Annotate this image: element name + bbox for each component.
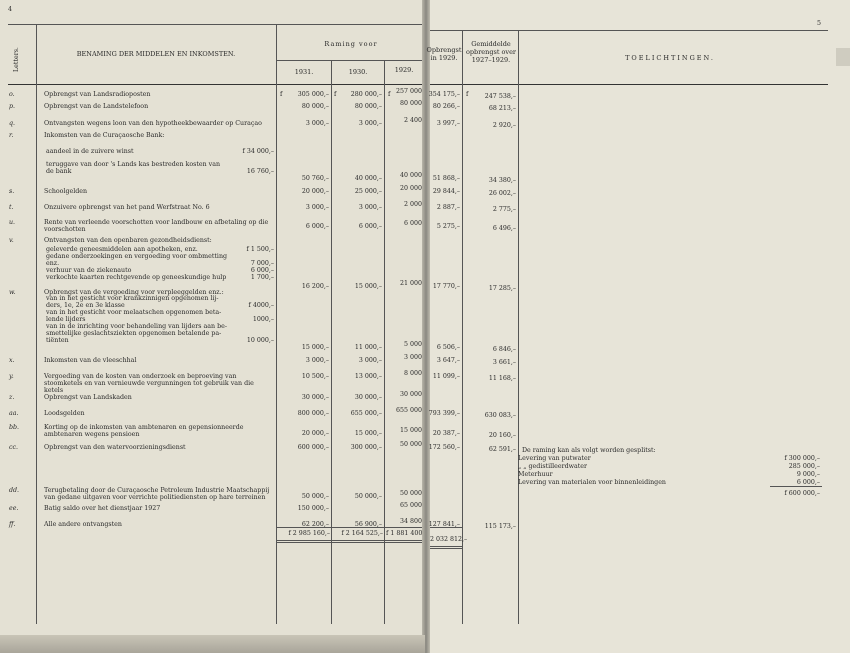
value-1929: 65 000 (399, 502, 422, 509)
row-letter: s. (9, 188, 15, 195)
value-1931: 3 000,– (305, 120, 329, 127)
sub-r-b-label2: de bank (46, 168, 72, 175)
header-opbrengst-1929: Opbrengst in 1929. (426, 46, 462, 62)
value-1930: 6 000,– (358, 223, 382, 230)
row-letter: p. (9, 103, 16, 110)
value-gemiddelde: 26 002,– (488, 190, 516, 197)
value-1931: 3 000,– (305, 204, 329, 211)
header-bottom-rule (8, 84, 422, 85)
col-rule (518, 30, 519, 624)
value-1929: 20 000 (399, 185, 422, 192)
sub-w-line: lende lijders (46, 316, 86, 323)
sub-v-line: verhuur van de ziekenauto (46, 267, 132, 274)
header-1930: 1930. (348, 68, 368, 76)
row-letter: ee. (9, 505, 19, 512)
header-benaming: BENAMING DER MIDDELEN EN INKOMSTEN. (76, 50, 236, 58)
value-1931: 62 200,– (301, 521, 329, 528)
value-opbrengst: 51 868,– (432, 175, 460, 182)
row-label: Korting op de inkomsten van ambtenaren en gepensionneerde ambtenaren wegens pensioen (44, 424, 244, 438)
value-1929: 50 000 (399, 490, 422, 497)
total-rule (276, 527, 422, 528)
value-gemiddelde: 115 173,– (484, 523, 516, 530)
value-opbrengst: 29 844,– (432, 188, 460, 195)
value-gemiddelde: 2 775,– (492, 206, 516, 213)
value-opbrengst: 6 506,– (436, 344, 460, 351)
value-1931: 50 000,– (301, 493, 329, 500)
sub-v-line: verkochte kaarten rechtgevende op geneeskundige hulp (46, 274, 227, 281)
value-1929: 655 000 (395, 407, 422, 414)
row-letter: u. (9, 219, 16, 226)
sub-w-line: ders, 1e, 2e en 3e klasse (46, 302, 125, 309)
value-1929: 257 000 (395, 88, 422, 95)
value-1929: 2 000 (403, 201, 422, 208)
value-1930: 30 000,– (354, 394, 382, 401)
header-1929: 1929. (394, 66, 414, 74)
value-opbrengst: 5 275,– (436, 223, 460, 230)
toelichting-intro: De raming kan als volgt worden gesplitst: (522, 447, 656, 454)
header-letters: Letters. (13, 47, 20, 72)
value-1929: 21 000 (399, 280, 422, 287)
row-letter: bb. (9, 424, 20, 431)
value-1931: 800 000,– (297, 410, 329, 417)
total-double-rule (276, 542, 422, 543)
row-label: Rente van verleende voorschotten voor landbouw en afbetaling op die voorschotten (44, 219, 269, 233)
total-1929: f 1 881 400 (386, 530, 422, 537)
row-label: Opbrengst van Landskaden (44, 394, 132, 401)
row-letter: q. (9, 120, 16, 127)
currency-mark: f (466, 91, 469, 98)
value-1931: 15 000,– (301, 344, 329, 351)
sub-w-value: 10 000,– (246, 337, 274, 344)
row-label: Opbrengst van Landsradioposten (44, 91, 151, 98)
value-opbrengst: 354 175,– (428, 91, 460, 98)
value-opbrengst: 11 099,– (432, 373, 460, 380)
value-1930: 3 000,– (358, 357, 382, 364)
row-label: Loodsgelden (44, 410, 85, 417)
value-1930: 300 000,– (350, 444, 382, 451)
toelichting-value: 285 000,– (788, 463, 820, 470)
sub-r-a-value: f 34 000,– (242, 148, 274, 155)
value-gemiddelde: 11 168,– (488, 375, 516, 382)
col-rule (36, 24, 37, 624)
sub-w-line: smettelijke geslachtsziekten opgenomen betalende pa- (46, 330, 222, 337)
value-opbrengst: 793 399,– (428, 410, 460, 417)
value-1929: 15 000 (399, 427, 422, 434)
total-1931: f 2 985 160,– (288, 530, 330, 537)
value-1931: 6 000,– (305, 223, 329, 230)
value-1930: 15 000,– (354, 283, 382, 290)
sub-v-line: geleverde geneesmiddelen aan apotheken, enz. (46, 246, 198, 253)
value-1931: 20 000,– (301, 430, 329, 437)
value-opbrengst: 3 647,– (436, 357, 460, 364)
row-label: Schoolgelden (44, 188, 88, 195)
page-number-right: 5 (817, 20, 822, 27)
value-opbrengst: 20 387,– (432, 430, 460, 437)
table-top-rule (8, 24, 422, 25)
toelichting-value: 6 000,– (796, 479, 820, 486)
value-1931: 30 000,– (301, 394, 329, 401)
value-1929: 40 000 (399, 172, 422, 179)
col-rule (462, 30, 463, 624)
toelichting-total: f 600 000,– (784, 490, 820, 497)
value-gemiddelde: 6 496,– (492, 225, 516, 232)
value-1929: 2 400 (403, 117, 422, 124)
row-label: Opbrengst van de vergoeding voor verpleeggelden enz.: (44, 289, 224, 296)
toelichting-sum-rule (770, 486, 822, 487)
row-letter: dd. (9, 487, 20, 494)
row-letter: x. (9, 357, 15, 364)
value-1930: 13 000,– (354, 373, 382, 380)
value-opbrengst: 3 997,– (436, 120, 460, 127)
toelichting-value: 9 000,– (796, 471, 820, 478)
value-gemiddelde: 34 380,– (488, 177, 516, 184)
value-1929: 6 000 (403, 220, 422, 227)
value-1930: 56 900,– (354, 521, 382, 528)
row-letter: aa. (9, 410, 19, 417)
row-letter: z. (9, 394, 15, 401)
toelichting-line: Levering van materialen voor binnenleidingen (518, 479, 666, 486)
value-1930: 3 000,– (358, 204, 382, 211)
sub-v-value: 6 000,– (250, 267, 274, 274)
value-1929: 80 000 (399, 100, 422, 107)
value-gemiddelde: 6 846,– (492, 346, 516, 353)
next-sheet-edge (836, 48, 850, 66)
row-label: Batig saldo over het dienstjaar 1927 (44, 505, 161, 512)
value-gemiddelde: 17 285,– (488, 285, 516, 292)
header-gemiddelde: Gemiddelde opbrengst over 1927–1929. (465, 40, 517, 64)
header-raming: Raming voor (324, 40, 378, 48)
total-1930: f 2 164 525,– (341, 530, 383, 537)
value-gemiddelde: 62 591,– (488, 446, 516, 453)
row-label: Alle andere ontvangsten (44, 521, 122, 528)
total-double-rule-right (430, 548, 462, 549)
value-gemiddelde: 247 538,– (484, 93, 516, 100)
total-double-rule (276, 540, 422, 541)
currency-mark: f (334, 91, 337, 98)
value-1931: 16 200,– (301, 283, 329, 290)
book-bottom-edge (0, 635, 425, 653)
value-opbrengst: 127 841,– (428, 521, 460, 528)
value-gemiddelde: 3 661,– (492, 359, 516, 366)
row-label: Opbrengst van de Landstelefoon (44, 103, 149, 110)
header-bottom-rule-right (430, 84, 828, 85)
sub-r-b-label: teruggave van door 's Lands kas bestreden kosten van (46, 161, 221, 168)
row-letter: cc. (9, 444, 19, 451)
row-label: Inkomsten van de Curaçaosche Bank: (44, 132, 165, 139)
total-double-rule-right (430, 546, 462, 547)
value-opbrengst: 172 560,– (428, 444, 460, 451)
row-letter: ff. (9, 521, 16, 528)
currency-mark: f (388, 91, 391, 98)
sub-w-line: van in het gesticht voor krankzinnigen opgenomen lij- (46, 295, 219, 302)
value-1931: 20 000,– (301, 188, 329, 195)
value-gemiddelde: 68 213,– (488, 105, 516, 112)
value-1931: 10 500,– (301, 373, 329, 380)
row-label: Vergoeding van de kosten van onderzoek en beproeving van stoomketels en van vernieuwde vergunningen tot gebruik van die ketels (44, 373, 254, 394)
currency-mark: f (280, 91, 283, 98)
value-1930: 40 000,– (354, 175, 382, 182)
row-letter: v. (9, 237, 14, 244)
row-label: Opbrengst van den watervoorzieningsdienst (44, 444, 186, 451)
value-1929: 8 000 (403, 370, 422, 377)
col-rule (276, 24, 277, 624)
row-letter: w. (9, 289, 16, 296)
value-1930: 280 000,– (350, 91, 382, 98)
value-1930: 15 000,– (354, 430, 382, 437)
toelichting-value: f 300 000,– (784, 455, 820, 462)
value-opbrengst: 2 887,– (436, 204, 460, 211)
row-label: Inkomsten van de vleeschhal (44, 357, 137, 364)
sub-v-value: 7 000,– (250, 260, 274, 267)
value-1931: 150 000,– (297, 505, 329, 512)
table-top-rule-right (430, 30, 828, 31)
value-opbrengst: 80 266,– (432, 103, 460, 110)
sub-r-b-value: 16 760,– (246, 168, 274, 175)
value-1931: 50 760,– (301, 175, 329, 182)
value-1929: 34 800 (399, 518, 422, 525)
value-1929: 50 000 (399, 441, 422, 448)
row-label: Ontvangsten wegens loon van den hypotheekbewaarder op Curaçao (44, 120, 262, 127)
value-1930: 80 000,– (354, 103, 382, 110)
value-1930: 655 000,– (350, 410, 382, 417)
row-label: Terugbetaling door de Curaçaosche Petroleum Industrie Maatschappij van gedane uitgaven voor verrichte politiediensten op hare terreinen (44, 487, 270, 501)
row-label: Ontvangsten van den openbaren gezondheidsdienst: (44, 237, 212, 244)
value-opbrengst: 17 770,– (432, 283, 460, 290)
toelichting-line: Levering van putwater (518, 455, 591, 462)
sub-w-line: tiënten (46, 337, 69, 344)
sub-v-line: enz. (46, 260, 60, 267)
row-letter: t. (9, 204, 14, 211)
value-1930: 25 000,– (354, 188, 382, 195)
page-number-left: 4 (8, 6, 13, 13)
header-toelichtingen: TOELICHTINGEN. (625, 54, 715, 62)
row-letter: r. (9, 132, 14, 139)
value-gemiddelde: 2 920,– (492, 122, 516, 129)
value-gemiddelde: 20 160,– (488, 432, 516, 439)
raming-subrule (276, 60, 422, 61)
value-gemiddelde: 630 083,– (484, 412, 516, 419)
row-label: Onzuivere opbrengst van het pand Werfstraat No. 6 (44, 204, 210, 211)
sub-v-line: gedane onderzoekingen en vergoeding voor ombmetting (46, 253, 228, 260)
total-opbrengst: 2 032 812,– (430, 536, 468, 543)
sub-w-line: van in de inrichting voor behandeling van lijders aan be- (46, 323, 227, 330)
sub-w-line: van in het gesticht voor melaatschen opgenomen beta- (46, 309, 222, 316)
value-1931: 80 000,– (301, 103, 329, 110)
total-rule-right (430, 527, 462, 528)
sub-v-value: f 1 500,– (246, 246, 274, 253)
sub-w-value: 1000,– (252, 316, 274, 323)
value-1931: 3 000,– (305, 357, 329, 364)
sub-r-a-label: aandeel in de zuivere winst (46, 148, 134, 155)
value-1931: 305 000,– (297, 91, 329, 98)
header-1931: 1931. (294, 68, 314, 76)
sub-v-value: 1 700,– (250, 274, 274, 281)
value-1930: 11 000,– (354, 344, 382, 351)
row-letter: y. (9, 373, 14, 380)
toelichting-line: Meterhuur (518, 471, 553, 478)
value-1929: 5 000 (403, 341, 422, 348)
value-1931: 600 000,– (297, 444, 329, 451)
value-1929: 30 000 (399, 391, 422, 398)
row-letter: o. (9, 91, 15, 98)
value-1930: 50 000,– (354, 493, 382, 500)
toelichting-line: „ „ gedistilleerdwater (518, 463, 588, 470)
sub-w-value: f 4000,– (248, 302, 274, 309)
value-1929: 3 000 (403, 354, 422, 361)
value-1930: 3 000,– (358, 120, 382, 127)
